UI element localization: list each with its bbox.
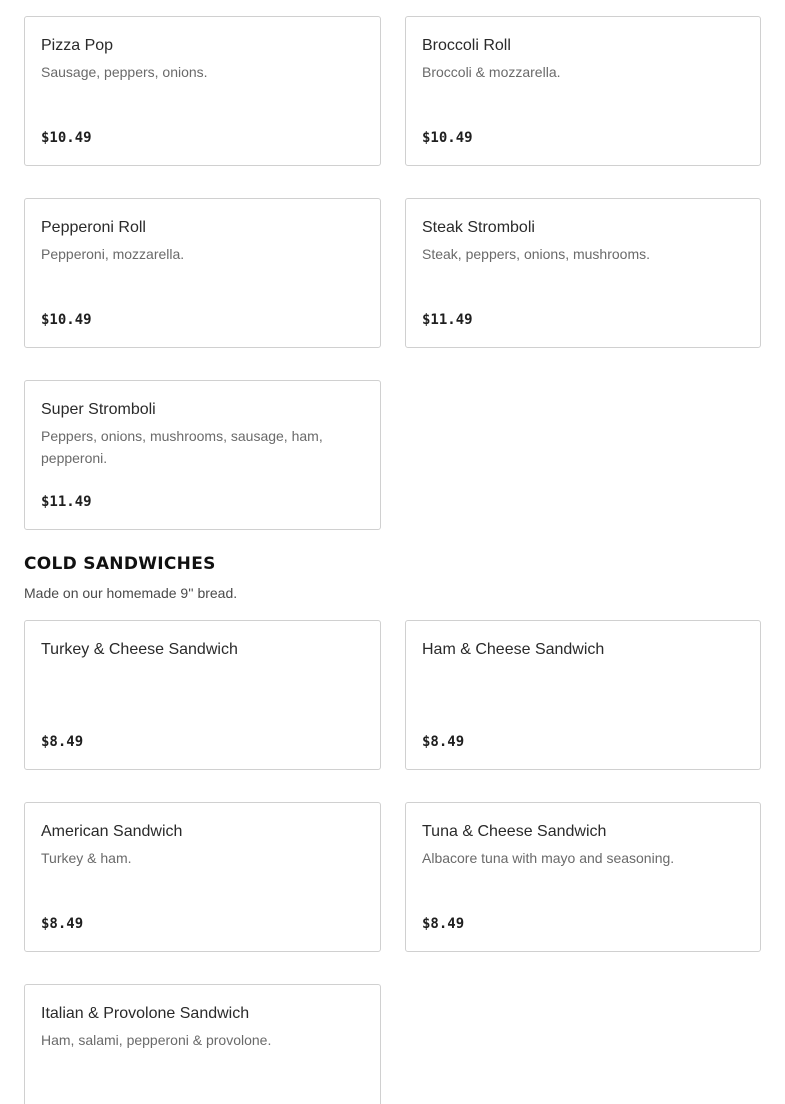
menu-item-card[interactable] xyxy=(405,620,761,770)
menu-item-name: Turkey & Cheese Sandwich xyxy=(41,641,238,658)
menu-item-card[interactable] xyxy=(24,620,381,770)
section-title: COLD SANDWICHES xyxy=(24,554,216,574)
menu-item-price: $11.49 xyxy=(41,494,92,510)
menu-item-name: Pizza Pop xyxy=(41,37,114,54)
menu-item-price: $8.49 xyxy=(422,916,465,932)
menu-item-name: Ham & Cheese Sandwich xyxy=(422,641,605,658)
menu-item-card[interactable] xyxy=(405,198,761,348)
menu-item-price: $10.49 xyxy=(41,130,92,146)
menu-item-price: $8.49 xyxy=(41,734,84,750)
menu-item-price: $8.49 xyxy=(41,916,84,932)
menu-item-card[interactable] xyxy=(24,16,381,166)
menu-item-description: Turkey & ham. xyxy=(41,850,132,866)
menu-item-card[interactable] xyxy=(405,802,761,952)
menu-item-description: Sausage, peppers, onions. xyxy=(41,64,208,80)
menu-item-description: Pepperoni, mozzarella. xyxy=(41,246,185,262)
menu-item-price: $10.49 xyxy=(422,130,473,146)
menu-item-description: Broccoli & mozzarella. xyxy=(422,64,561,80)
menu-item-price: $10.49 xyxy=(41,312,92,328)
menu-item-card[interactable] xyxy=(24,984,381,1104)
menu-item-description: Albacore tuna with mayo and seasoning. xyxy=(422,850,675,866)
menu-item-description: Ham, salami, pepperoni & provolone. xyxy=(41,1032,272,1048)
menu-item-name: Super Stromboli xyxy=(41,401,156,418)
menu-item-card[interactable] xyxy=(405,16,761,166)
menu-item-price: $8.49 xyxy=(422,734,465,750)
menu-item-card[interactable] xyxy=(24,802,381,952)
section-subtitle: Made on our homemade 9'' bread. xyxy=(24,585,238,601)
menu-item-card[interactable] xyxy=(24,380,381,530)
menu-item-name: Broccoli Roll xyxy=(422,37,511,54)
menu-item-name: Steak Stromboli xyxy=(422,219,535,236)
menu-item-price: $11.49 xyxy=(422,312,473,328)
menu-item-name: Pepperoni Roll xyxy=(41,219,146,236)
menu-item-name: Tuna & Cheese Sandwich xyxy=(422,823,607,840)
menu-item-description: Peppers, onions, mushrooms, sausage, ham, pepperoni. xyxy=(41,428,323,466)
menu-item-name: American Sandwich xyxy=(41,823,183,840)
menu-item-description: Steak, peppers, onions, mushrooms. xyxy=(422,246,651,262)
menu-item-card[interactable] xyxy=(24,198,381,348)
menu-item-name: Italian & Provolone Sandwich xyxy=(41,1005,250,1022)
